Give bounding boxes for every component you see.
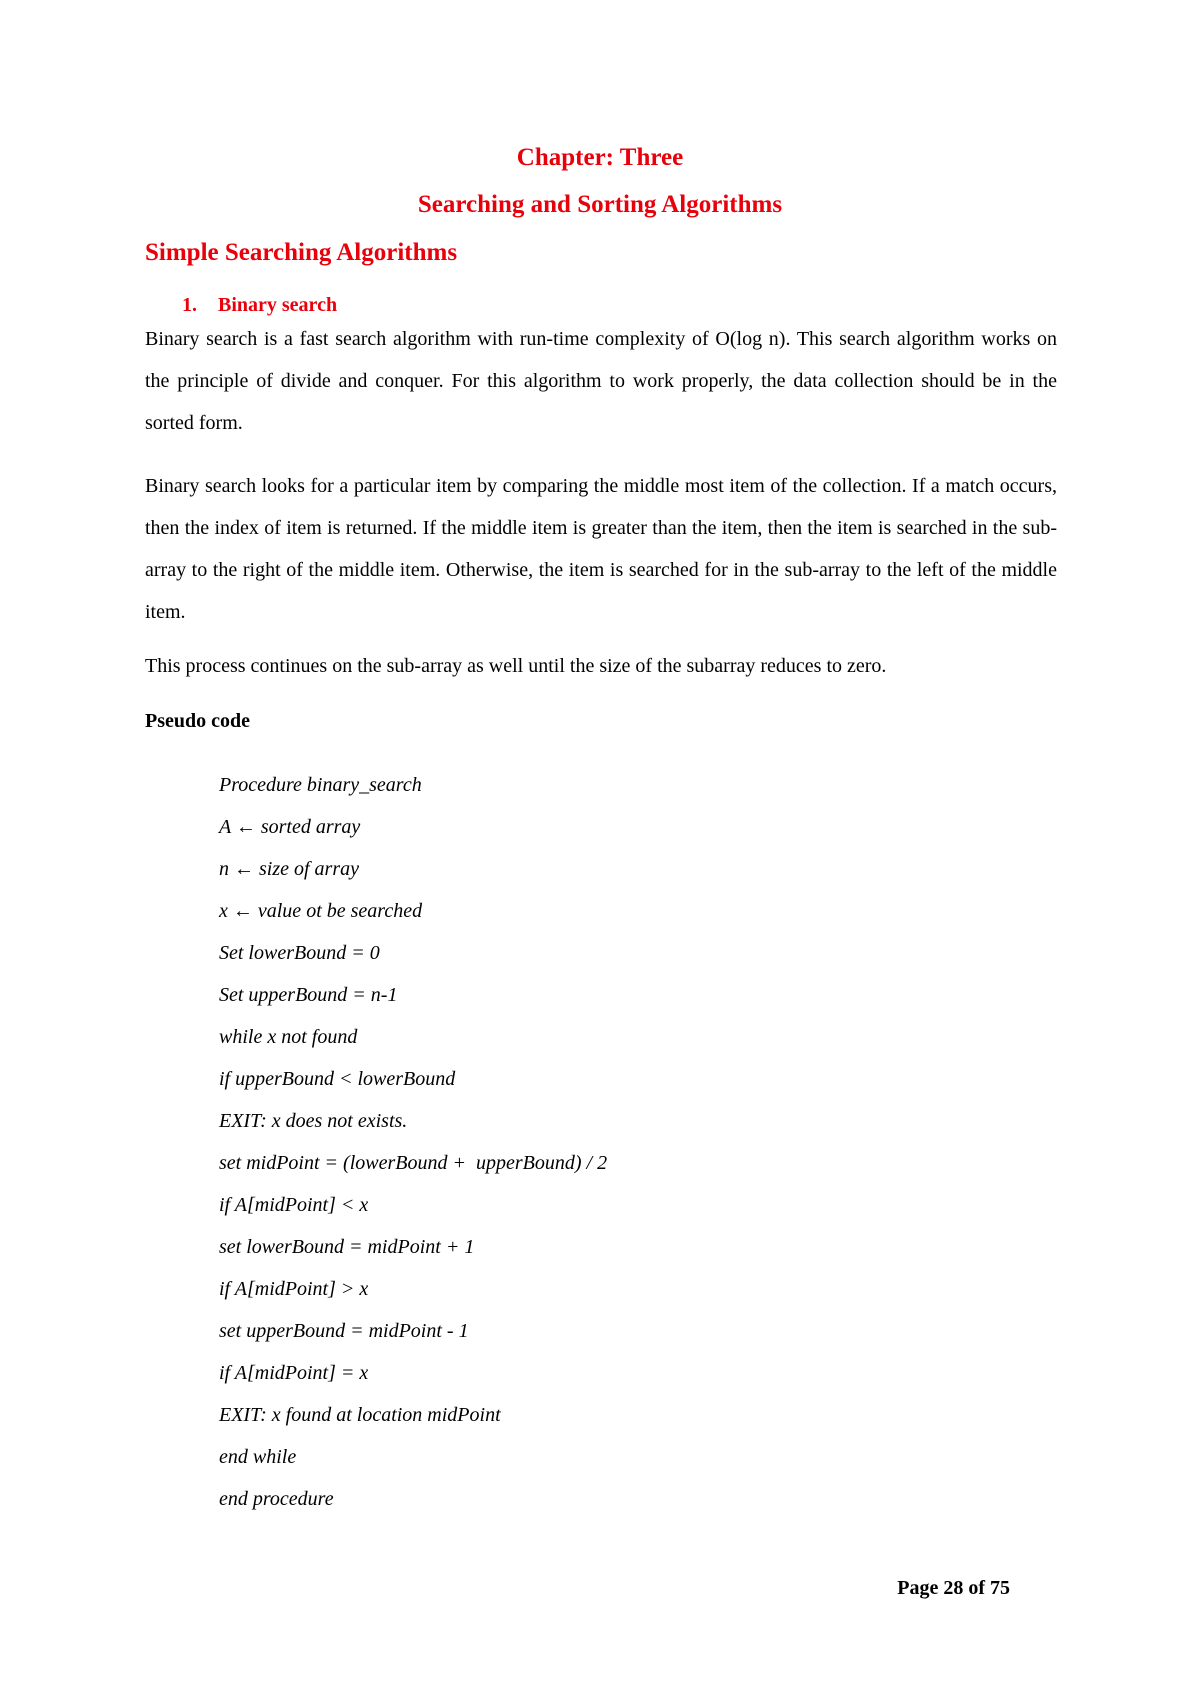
subsection-heading — [182, 294, 337, 317]
paragraph: This process continues on the sub-array as well until the size of the subarray reduces to zero. — [145, 655, 887, 677]
code-line: if A[midPoint] > x — [219, 1278, 369, 1300]
page-number: Page 28 of 75 — [897, 1577, 1010, 1599]
code-line: end while — [219, 1446, 297, 1468]
paragraph: Binary search looks for a particular item by comparing the middle most item of the collection. If a match occurs, then the index of item is returned. If the middle item is greater than the item, then the item is searched in the sub-array to the right of the middle item. Otherwise, the item is searched for in the sub-array to the left of the middle item. — [145, 475, 1057, 623]
code-line: Set lowerBound = 0 — [219, 942, 380, 964]
code-line: set midPoint = (lowerBound + upperBound) / 2 — [219, 1152, 608, 1174]
code-line: EXIT: x found at location midPoint — [219, 1404, 501, 1426]
code-line: set upperBound = midPoint - 1 — [219, 1320, 469, 1342]
code-line: Procedure binary_search — [219, 774, 422, 796]
chapter-title: Chapter: Three — [516, 144, 684, 171]
code-line: if upperBound < lowerBound — [219, 1068, 456, 1090]
subsection-number: 1. — [182, 294, 197, 316]
code-line: while x not found — [219, 1026, 358, 1048]
code-line: EXIT: x does not exists. — [219, 1110, 408, 1132]
chapter-subtitle: Searching and Sorting Algorithms — [417, 191, 783, 218]
code-line: A ← sorted array — [219, 816, 361, 838]
code-line: x ← value ot be searched — [219, 900, 423, 922]
pseudo-code-block — [219, 764, 607, 1520]
code-line: if A[midPoint] = x — [219, 1362, 369, 1384]
code-line: end procedure — [219, 1488, 334, 1510]
code-line: set lowerBound = midPoint + 1 — [219, 1236, 475, 1258]
code-line: Set upperBound = n-1 — [219, 984, 398, 1006]
paragraph: Binary search is a fast search algorithm with run-time complexity of O(log n). This search algorithm works on the principle of divide and conquer. For this algorithm to work properly, the data collection should be in the sorted form. — [145, 328, 1057, 434]
section-heading: Simple Searching Algorithms — [145, 239, 458, 266]
code-line: if A[midPoint] < x — [219, 1194, 369, 1216]
subsection-title: Binary search — [218, 294, 338, 316]
pseudo-code-heading: Pseudo code — [145, 710, 250, 732]
code-line: n ← size of array — [219, 858, 359, 880]
